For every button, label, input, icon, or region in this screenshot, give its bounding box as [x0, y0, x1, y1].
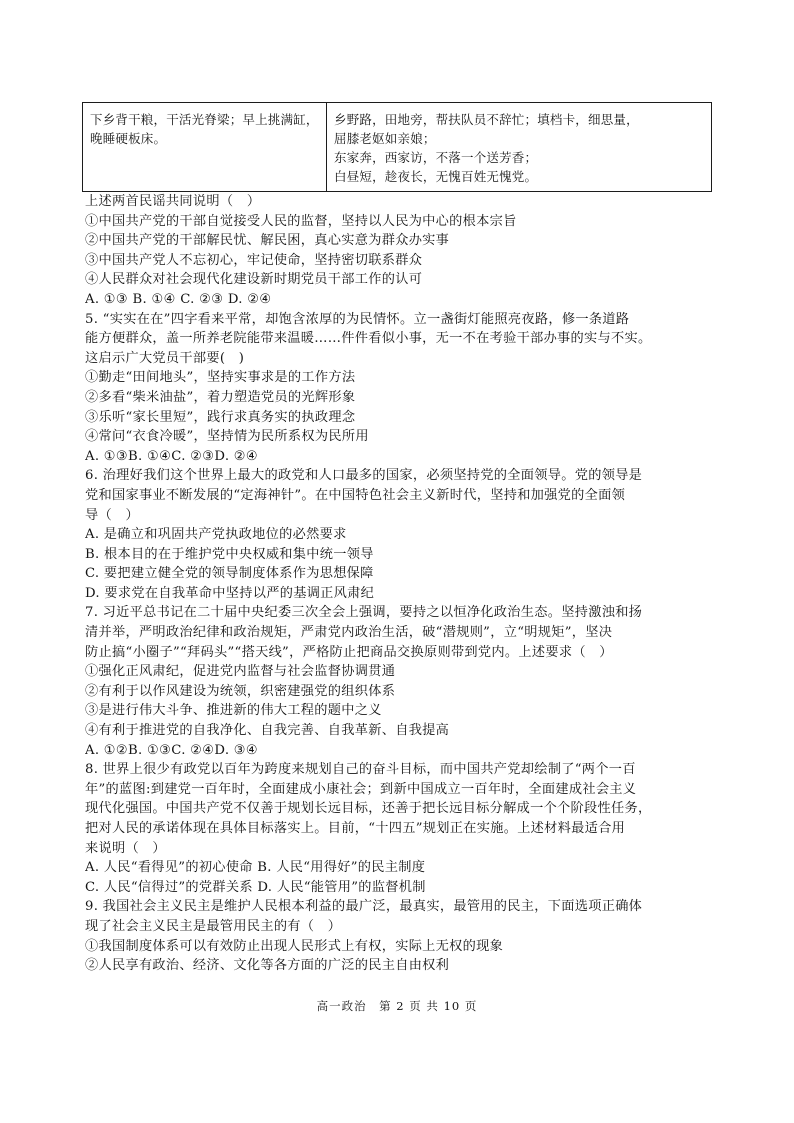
answer-choices: A. 人民“看得见”的初心使命 B. 人民“用得好”的民主制度 [85, 860, 426, 876]
answer-choices: A. ①②B. ①③C. ②④D. ③④ [85, 742, 259, 758]
answer-choices: A. ①③ B. ①④ C. ②③ D. ②④ [85, 291, 272, 307]
answer-choice: C. 要把建立健全党的领导制度体系作为思想保障 [85, 566, 374, 582]
question-stem: 导（ ） [85, 507, 139, 523]
folk-song-line: 下乡背干粮，干活光脊梁；早上挑满缸， [90, 112, 319, 127]
answer-choice: D. 要求党在自我革命中坚持以严的基调正风肃纪 [85, 585, 375, 601]
statement-option: ③乐听“家长里短”，践行求真务实的执政理念 [85, 409, 356, 425]
statement-option: ①我国制度体系可以有效防止出现人民形式上有权，实际上无权的现象 [85, 938, 504, 954]
question-block [85, 192, 710, 976]
folk-song-line: 白昼短，趁夜长，无愧百姓无愧党。 [334, 169, 538, 184]
question-5-text: 能方便群众，盖一所养老院能带来温暖……件件看似小事，无一不在考验干部办事的实与不实。 [85, 331, 652, 347]
folk-song-left-cell [83, 103, 327, 191]
question-8-text: 年”的蓝图:到建党一百年时，全面建成小康社会；到新中国成立一百年时，全面建成社会主义 [85, 781, 637, 797]
question-7-text: 防止搞“小圈子”“拜码头”“搭天线”，严格防止把商品交换原则带到党内。上述要求（ ） [85, 644, 613, 660]
folk-song-table [82, 102, 712, 192]
question-6-text: 党和国家事业不断发展的“定海神针”。在中国特色社会主义新时代，坚持和加强党的全面领 [85, 487, 626, 503]
answer-choice: B. 根本目的在于维护党中央权威和集中统一领导 [85, 546, 374, 562]
statement-option: ④常问“衣食冷暖”，坚持情为民所系权为民所用 [85, 429, 369, 445]
folk-song-right-cell [327, 103, 711, 191]
statement-option: ③是进行伟大斗争、推进新的伟大工程的题中之义 [85, 703, 382, 719]
statement-option: ②中国共产党的干部解民忧、解民困，真心实意为群众办实事 [85, 233, 450, 249]
question-7-text: 清并举，严明政治纪律和政治规矩，严肃党内政治生活，破“潜规则”，立“明规矩”，坚决 [85, 625, 613, 641]
answer-choice: A. 是确立和巩固共产党执政地位的必然要求 [85, 527, 347, 543]
page-footer: 高一政治 第 2 页 共 10 页 [316, 999, 478, 1013]
statement-option: ④有利于推进党的自我净化、自我完善、自我革新、自我提高 [85, 723, 450, 739]
folk-song-line: 晚睡硬板床。 [90, 131, 167, 146]
question-8-text: 把对人民的承诺体现在具体目标落实上。目前，“十四五”规划正在实施。上述材料最适合用 [85, 821, 626, 836]
statement-option: ①勤走“田间地头”，坚持实事求是的工作方法 [85, 370, 356, 386]
statement-option: ②多看“柴米油盐”，着力塑造党员的光辉形象 [85, 389, 356, 405]
question-6-text: 6. 治理好我们这个世界上最大的政党和人口最多的国家，必须坚持党的全面领导。党的领导是 [85, 468, 643, 484]
statement-option: ②有利于以作风建设为统领，织密建强党的组织体系 [85, 683, 396, 699]
question-stem: 来说明（ ） [85, 840, 166, 856]
statement-option: ③中国共产党人不忘初心，牢记使命，坚持密切联系群众 [85, 252, 423, 268]
statement-option: ④人民群众对社会现代化建设新时期党员干部工作的认可 [85, 272, 423, 288]
question-8-text: 现代化强国。中国共产党不仅善于规划长远目标，还善于把长远目标分解成一个个阶段性任务， [85, 801, 652, 817]
answer-choices: C. 人民“信得过”的党群关系 D. 人民“能管用”的监督机制 [85, 879, 426, 895]
statement-option: ②人民享有政治、经济、文化等各方面的广泛的民主自由权利 [85, 958, 450, 974]
statement-option: ①中国共产党的干部自觉接受人民的监督，坚持以人民为中心的根本宗旨 [85, 213, 517, 229]
question-5-text: 5. “实实在在”四字看来平常，却饱含浓厚的为民情怀。立一盏街灯能照亮夜路，修一条道路 [85, 311, 630, 327]
question-7-text: 7. 习近平总书记在二十届中央纪委三次全会上强调，要持之以恒净化政治生态。坚持激浊和扬 [85, 605, 643, 621]
question-8-text: 8. 世界上很少有政党以百年为跨度来规划自己的奋斗目标，而中国共产党却绘制了“两个一百 [85, 762, 636, 778]
statement-option: ①强化正风肃纪，促进党内监督与社会监督协调贯通 [85, 664, 396, 680]
folk-song-line: 屈膝老妪如亲娘； [334, 131, 436, 146]
question-stem: 上述两首民谣共同说明（ ） [85, 194, 261, 209]
question-stem: 这启示广大党员干部要( ) [85, 350, 245, 366]
folk-song-line: 乡野路，田地旁，帮扶队员不辞忙；填档卡，细思量， [334, 112, 639, 127]
question-9-text: 9. 我国社会主义民主是维护人民根本利益的最广泛，最真实，最管用的民主，下面选项正确体 [85, 899, 643, 915]
folk-song-line: 东家奔，西家访，不落一个送芳香； [334, 150, 538, 165]
question-stem: 现了社会主义民主是最管用民主的有（ ） [85, 918, 342, 934]
answer-choices: A. ①③B. ①④C. ②③D. ②④ [85, 448, 259, 464]
